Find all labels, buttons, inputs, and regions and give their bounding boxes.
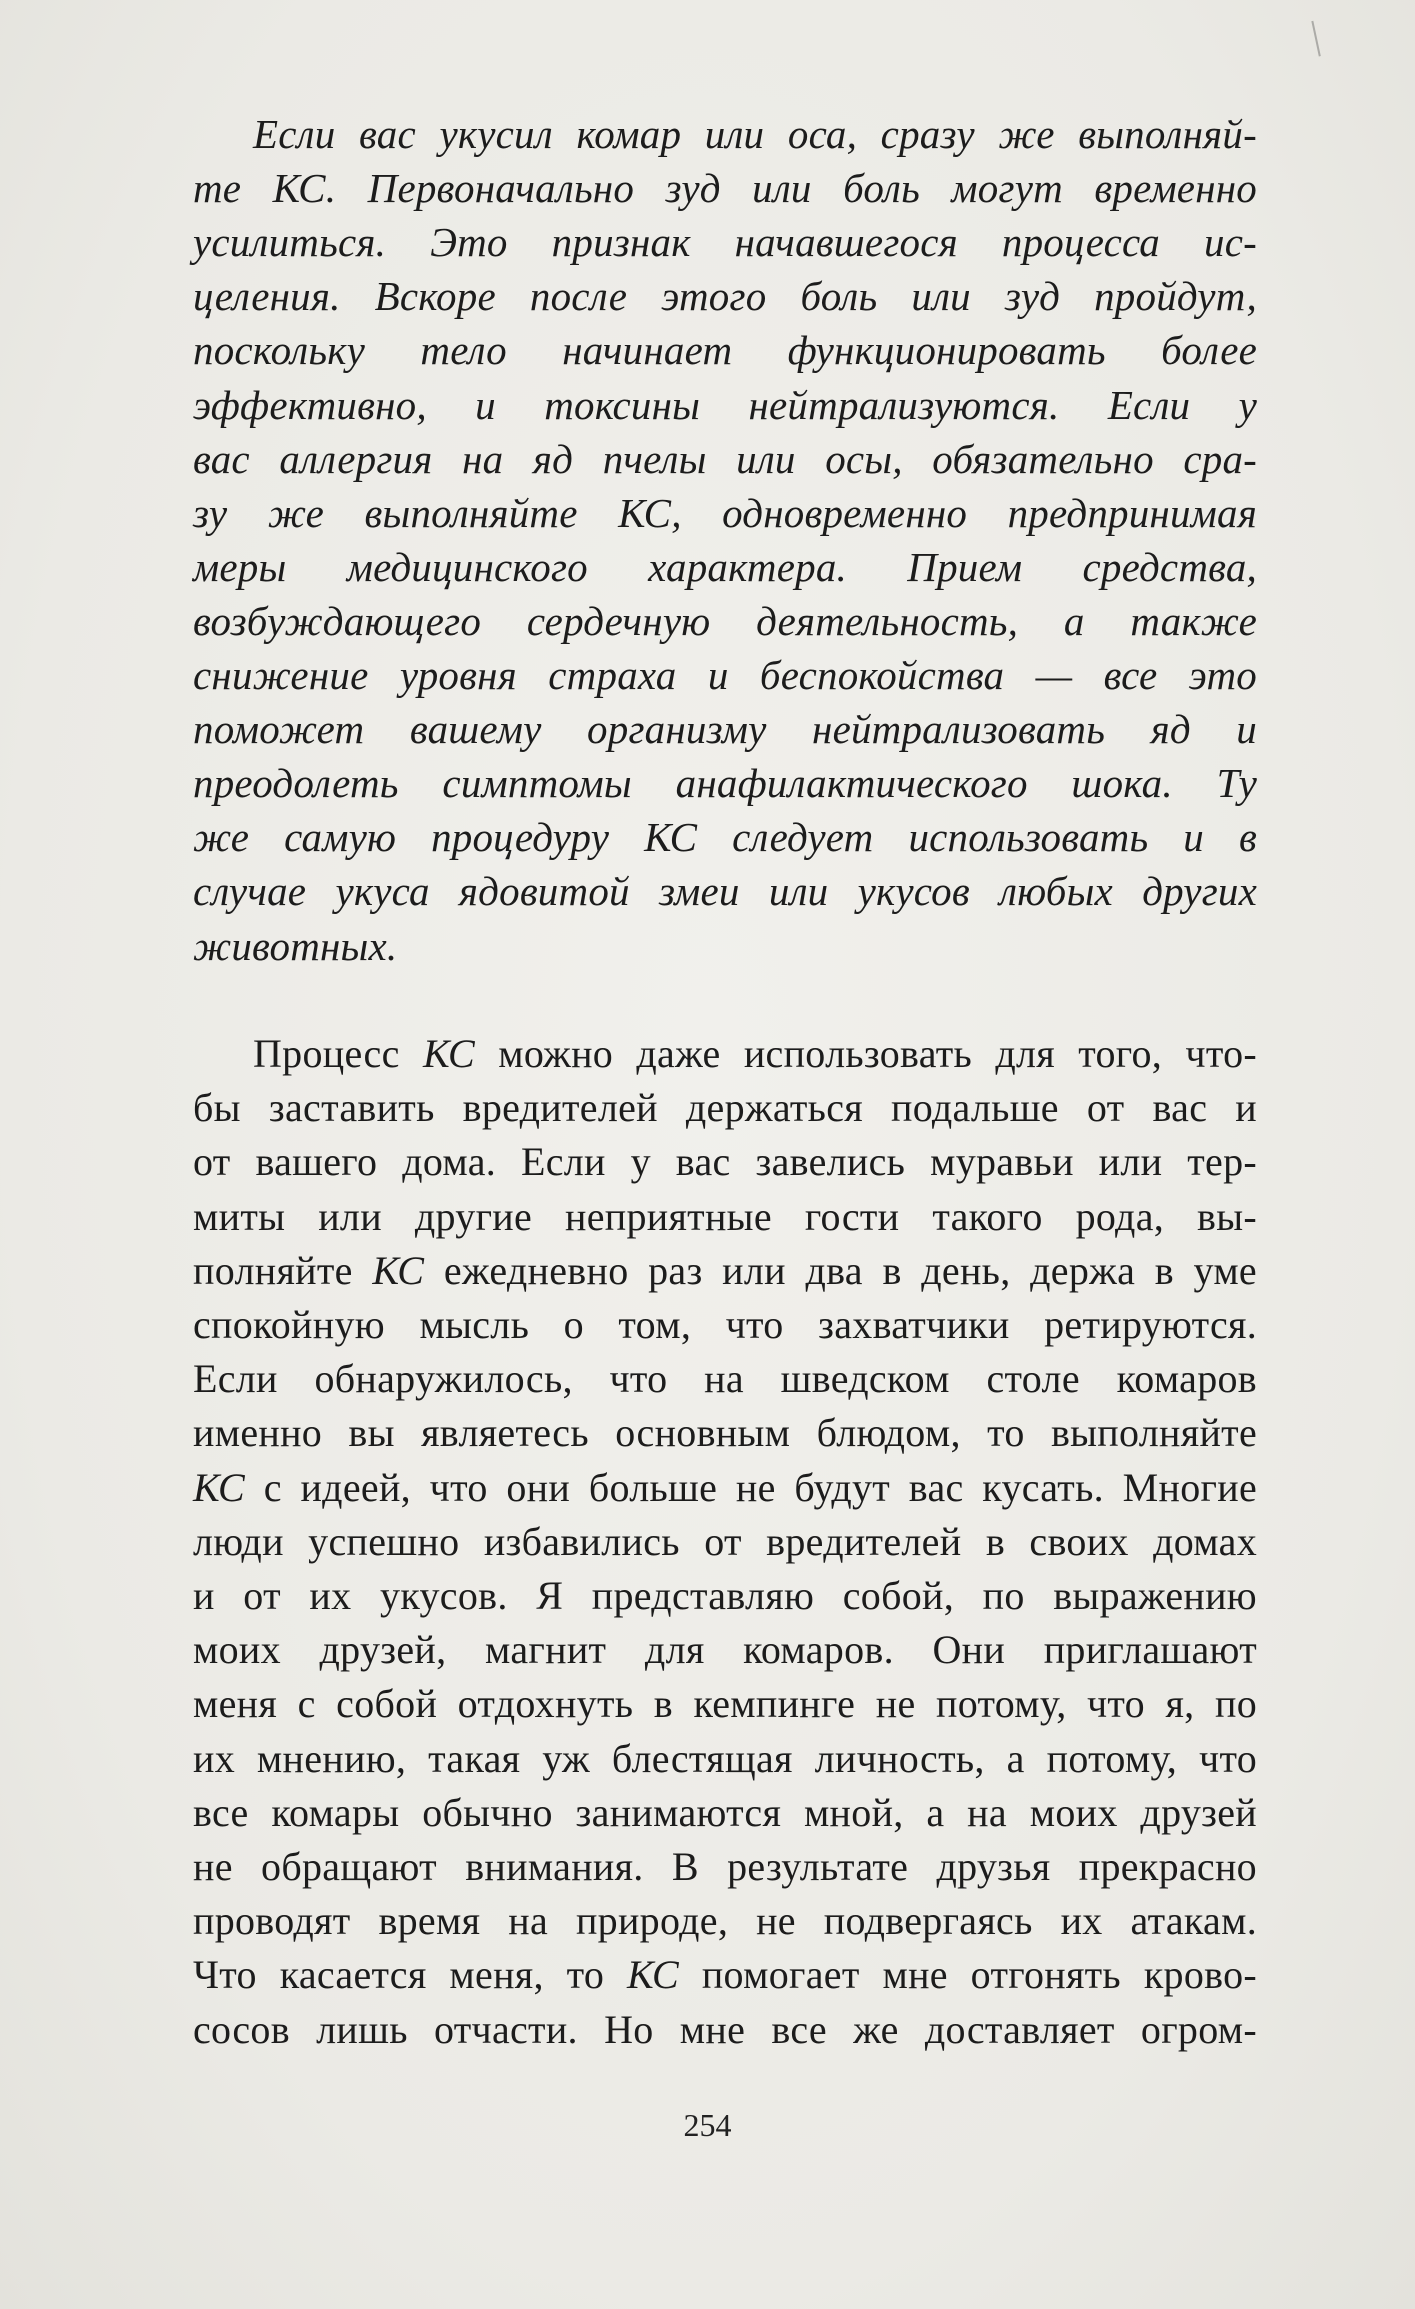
body-line <box>193 1572 1257 1619</box>
body-text: Если обнаружилось, что на шведском столе комаров <box>193 1356 1257 1402</box>
italic-line: возбуждающего сердечную деятельность, а также <box>193 597 1257 644</box>
body-text: сосов лишь отчасти. Но мне все же доставляет огром- <box>193 2006 1257 2052</box>
italic-line: поскольку тело начинает функционировать более <box>193 327 1257 374</box>
body-line <box>193 1626 1257 1673</box>
italic-line: эффективно, и токсины нейтрализуются. Если у <box>193 381 1257 428</box>
body-line <box>193 1084 1257 1131</box>
body-text: и от их укусов. Я представляю собой, по выражению <box>193 1573 1257 1618</box>
body-line <box>193 1138 1257 1185</box>
body-line <box>193 1735 1257 1782</box>
italic-line: преодолеть симптомы анафилактического шока. Ту <box>193 760 1257 807</box>
italic-line: зу же выполняйте КС, одновременно предпринимая <box>193 489 1257 536</box>
kc-term: КС <box>422 1031 475 1076</box>
body-line <box>193 1680 1257 1727</box>
body-line <box>193 1355 1257 1402</box>
body-line <box>193 1843 1257 1890</box>
italic-line: усилиться. Это признак начавшегося процесса ис- <box>193 219 1257 266</box>
body-text: полняйте <box>193 1247 373 1293</box>
italic-line: же самую процедуру КС следует использовать и в <box>193 814 1257 861</box>
body-text: проводят время на природе, не подвергаясь их атакам. <box>193 1898 1257 1944</box>
body-line <box>193 1518 1257 1565</box>
italic-line: поможет вашему организму нейтрализовать яд и <box>193 706 1257 753</box>
body-text: ежедневно раз или два в день, держа в уме <box>424 1247 1257 1293</box>
italic-line: меры медицинского характера. Прием средства, <box>193 543 1257 590</box>
body-line <box>193 1464 1257 1511</box>
kc-term: КС <box>193 1464 245 1510</box>
body-line <box>193 1247 1257 1294</box>
body-text: помогает мне отгонять крово- <box>679 1952 1257 1998</box>
body-line <box>193 2006 1257 2053</box>
body-text: бы заставить вредителей держаться подальше от вас и <box>193 1085 1257 1131</box>
italic-line: случае укуса ядовитой змеи или укусов любых других <box>193 868 1257 915</box>
body-line <box>193 1789 1257 1836</box>
body-text: от вашего дома. Если у вас завелись муравьи или тер- <box>193 1139 1257 1185</box>
italic-line: целения. Вскоре после этого боль или зуд пройдут, <box>193 273 1257 320</box>
body-text: меня с собой отдохнуть в кемпинге не потому, что я, по <box>193 1681 1257 1727</box>
body-line <box>193 1409 1257 1456</box>
body-text: можно даже использовать для того, что- <box>474 1031 1257 1076</box>
body-text: именно вы являетесь основным блюдом, то выполняйте <box>193 1410 1257 1456</box>
italic-line: Если вас укусил комар или оса, сразу же выполняй- <box>253 111 1257 157</box>
body-text: моих друзей, магнит для комаров. Они приглашают <box>193 1627 1257 1673</box>
italic-line: вас аллергия на яд пчелы или осы, обязательно сра- <box>193 435 1257 482</box>
body-text: спокойную мысль о том, что захватчики ретируются. <box>193 1302 1257 1347</box>
page-number: 254 <box>683 2107 732 2143</box>
italic-line: животных. <box>193 922 398 969</box>
body-text: не обращают внимания. В результате друзья прекрасно <box>193 1844 1257 1889</box>
italic-line: те КС. Первоначально зуд или боль могут временно <box>193 165 1257 212</box>
body-text: Процесс <box>253 1031 423 1076</box>
body-text: их мнению, такая уж блестящая личность, а потому, что <box>193 1735 1257 1781</box>
body-text: все комары обычно занимаются мной, а на моих друзей <box>193 1789 1257 1835</box>
body-text: с идеей, что они больше не будут вас кусать. Многие <box>244 1464 1257 1510</box>
body-text: люди успешно избавились от вредителей в своих домах <box>193 1518 1257 1564</box>
scan-mark <box>1311 20 1326 57</box>
kc-term: КС <box>372 1247 425 1293</box>
body-line <box>253 1030 1257 1077</box>
body-line <box>193 1951 1257 1998</box>
kc-term: КС <box>627 1952 679 1998</box>
body-line <box>193 1897 1257 1944</box>
body-text: Что касается меня, то <box>193 1952 628 1998</box>
body-line <box>193 1193 1257 1240</box>
italic-line: снижение уровня страха и беспокойства — все это <box>193 652 1257 698</box>
body-text: миты или другие неприятные гости такого рода, вы- <box>193 1193 1257 1239</box>
body-line <box>193 1301 1257 1348</box>
